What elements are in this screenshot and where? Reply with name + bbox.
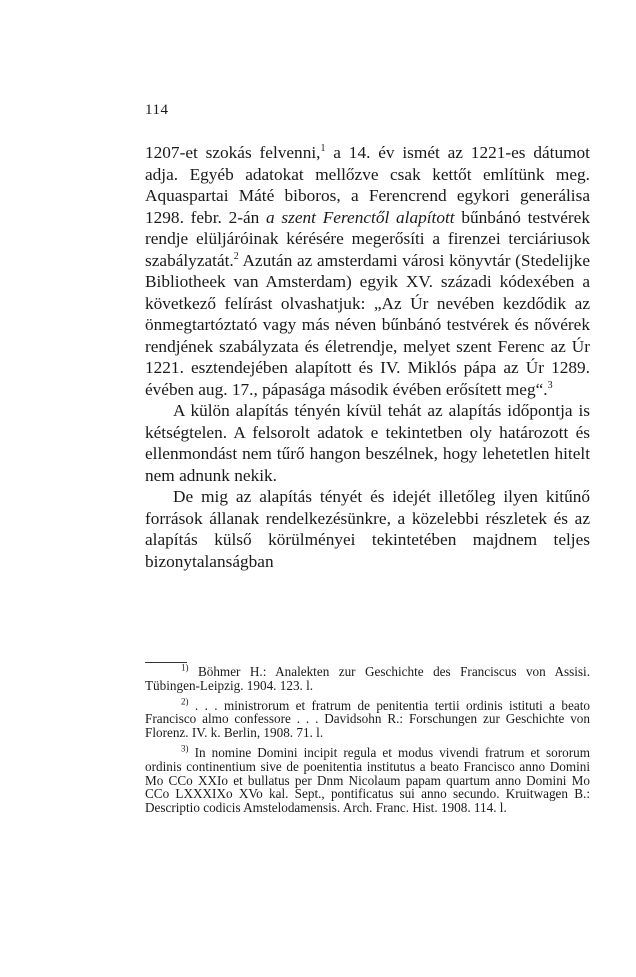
paragraph-text: Azután az amsterdami városi könyvtár (Stedelijke Bibliotheek van Amsterdam) egyik XV. századi kódexében a következő felírást olvashatjuk: „Az Úr nevében kezdődik az önmegtartóztató vagy más néven bűnbánó testvérek és nővérek rendjének szabályzata és életrendje, melyet szent Ferenc az Úr 1221. esztendejében alapított és IV. Miklós pápa az Úr 1289. évében aug. 17., pápasága második évében erősített meg“. xyxy=(145,250,590,399)
body-paragraph xyxy=(145,400,590,486)
footnote-marker: 3) xyxy=(181,743,189,754)
footnote-text: . . . ministrorum et fratrum de penitentia tertii ordinis istituti a beato Francisco almo confessore . . . Davidsohn R.: Forschungen zur Geschichte von Florenz. IV. k. Berlin, 1908. 71. l. xyxy=(145,697,590,741)
page-number: 114 xyxy=(145,102,169,118)
footnote-reference: 2 xyxy=(233,250,239,262)
paragraph-text: A külön alapítás tényén kívül tehát az alapítás időpontja is kétségtelen. A felsorolt adatok e tekintetben oly határozott és ellenmondást nem tűrő hangon beszélnek, hogy lehetetlen hitelt nem adnunk nekik. xyxy=(145,401,590,485)
body-paragraph xyxy=(145,486,590,572)
footnote-reference: 1 xyxy=(320,143,326,155)
paragraph-text: 1207-et szokás felvenni, xyxy=(145,143,321,162)
paragraph-text: bűnbánó testvérek rendje elüljáróinak kérésére megerősíti a firenzei terciáriusok szabályzatát. xyxy=(145,207,590,270)
body-paragraph xyxy=(145,142,590,400)
footnote xyxy=(145,743,590,816)
footnote-marker: 1) xyxy=(181,662,189,673)
body-text xyxy=(145,142,590,572)
paragraph-text: De mig az alapítás tényét és idejét illetőleg ilyen kitűnő források állanak rendelkezésünkre, a közelebbi részletek és az alapítás külső körülményei tekintetében majdnem teljes bizonytalanságban xyxy=(145,487,590,571)
footnote-text: In nomine Domini incipit regula et modus vivendi fratrum et sororum ordinis continentium sive de poenitentia institutus a beato Francisco anno Domini Mo CCo XXIo et bullatus per Dnm Nicolaum papam quartum anno Domini Mo CCo LXXXIXo XVo kal. Sept., pontificatus sui anno secundo. Kruitwagen B.: Descriptio codicis Amstelodamensis. Arch. Franc. Hist. 1908. 114. l. xyxy=(145,744,590,816)
footnote-text: Böhmer H.: Analekten zur Geschichte des Franciscus von Assisi. Tübingen-Leipzig. 1904. 123. l. xyxy=(145,664,590,693)
footnote xyxy=(145,696,590,741)
paragraph-text: a 14. év ismét az 1221-es dátumot adja. Egyéb adatokat mellőzve csak kettőt említünk meg. Aquaspartai Máté biboros, a Ferencrend egykori generálisa 1298. febr. 2-án xyxy=(145,143,590,227)
footnote xyxy=(145,662,590,693)
footnotes xyxy=(145,662,590,821)
emphasized-text: a szent Ferenctől alapított xyxy=(266,207,455,227)
footnote-reference: 3 xyxy=(547,379,553,391)
footnote-marker: 2) xyxy=(181,696,189,707)
